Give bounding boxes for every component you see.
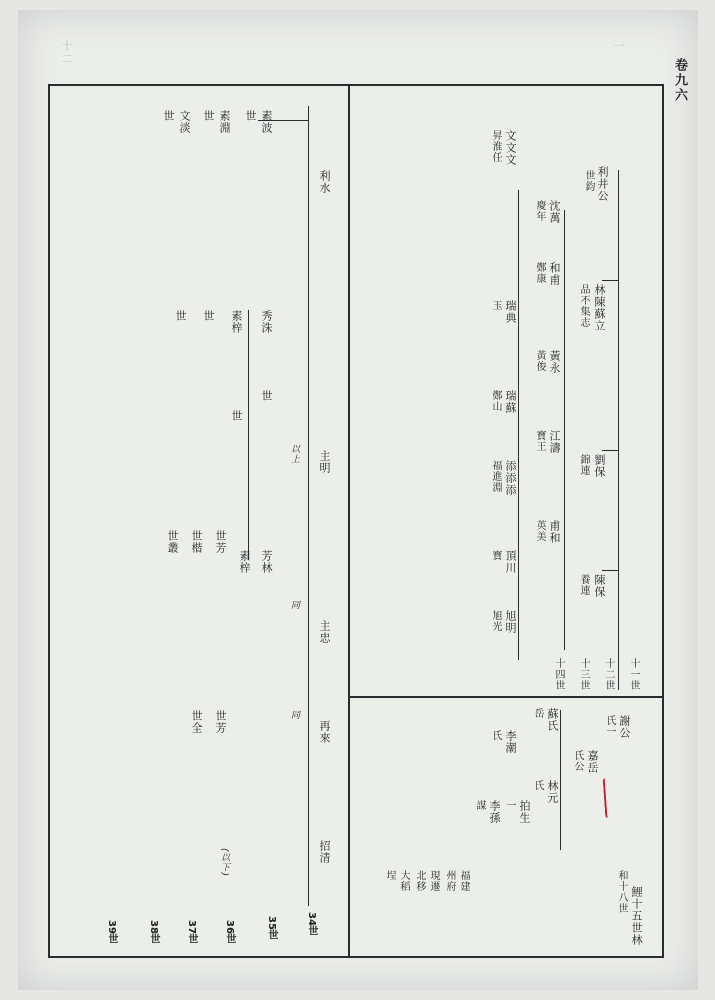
entry-name: 玉 [490,300,501,311]
vertical-divider [348,84,350,958]
annotation-text: 鯉十五世林 [630,886,643,946]
genealogy-frame [48,84,664,958]
entry-name: 世全 [190,710,203,734]
branch-label: 主忠 [318,620,331,644]
entry-name: 鄭康 [534,262,545,284]
entry-name: 養連 [578,574,589,596]
entry-name: 氏 [490,730,501,741]
entry-name: 世芳 [214,710,227,734]
entry-name: 素梓 [230,310,243,334]
entry-name: 寶王 [534,430,545,452]
entry-name: 世芳 [214,530,227,554]
entry-name: 旭光 [490,610,501,632]
entry-name: 氏 [532,780,543,791]
entry-name: 黃永 [548,350,561,374]
lineage-line [308,106,309,906]
entry-name: 添添添 [504,460,517,496]
generation-header: 十二世 [603,658,614,691]
entry-name: 素梓 [238,550,251,574]
entry-name: 慶年 [534,200,545,222]
generation-header: 十四世 [553,658,564,691]
entry-name: 世 [244,110,257,122]
lineage-line [564,210,565,650]
branch-label: 主明 [318,450,331,474]
annotation-text: 州府 [444,870,455,892]
ghost-text: 十二 [60,40,73,66]
entry-name: 世叢 [166,530,179,554]
entry-name: 甫和 [548,520,561,544]
handwritten-note: 同 [289,710,299,720]
annotation-text: 福建 [458,870,469,892]
entry-name: 嘉岳 [586,750,599,774]
entry-name: 文文文 [504,130,517,166]
entry-name: 世 [260,390,273,402]
generation-number: 34世 [306,912,317,936]
entry-name: 素淵 [218,110,231,134]
entry-name: 岳 [532,708,543,719]
generation-number: 35世 [266,916,277,940]
entry-name: 和甫 [548,262,561,286]
entry-name: 江濤 [548,430,561,454]
annotation-text: 大稻 [398,870,409,892]
generation-number: 36世 [224,920,235,944]
generation-header: 十一世 [628,658,639,691]
entry-name: 文淡 [178,110,191,134]
entry-name: 林元 [546,780,559,804]
annotation-text: 和十八世 [616,870,627,914]
entry-name: 劉保 [593,454,606,478]
entry-name: 品不集志 [578,284,589,328]
horizontal-divider [350,696,662,698]
entry-name: 秀洙 [260,310,273,334]
annotation-text: 埕 [384,870,395,881]
entry-name: 瑞蘇 [504,390,517,414]
annotation-text: 現遷 [428,870,439,892]
lineage-branch [602,280,618,281]
entry-name: 世鈞 [583,170,594,192]
generation-number: 38世 [148,920,159,944]
entry-name: 沈萬 [548,200,561,224]
entry-name: 李潮 [504,730,517,754]
generation-header: 十三世 [578,658,589,691]
lineage-line [248,310,249,560]
lineage-line [518,190,519,660]
entry-name: 李孫 [488,800,501,824]
handwritten-note: 同 [289,600,299,610]
entry-name: 林陳蘇立 [593,284,606,332]
entry-name: 謝公 [618,715,631,739]
entry-name: 世 [162,110,175,122]
entry-name: 利井公 [596,166,609,202]
entry-name: 芳林 [260,550,273,574]
entry-name: 氏一 [604,715,615,737]
entry-name: 鄭山 [490,390,501,412]
lineage-line [618,170,619,690]
entry-name: 世 [202,110,215,122]
branch-label: 利水 [318,170,331,194]
lineage-branch [602,450,618,451]
entry-name: 素波 [260,110,273,134]
entry-name: 錦連 [578,454,589,476]
page-number: 卷九六 [672,58,687,103]
entry-name: 世楷 [190,530,203,554]
lineage-line [560,710,561,850]
entry-name: 旭明 [504,610,517,634]
ghost-text: 一 [612,40,625,53]
generation-number: 39世 [106,920,117,944]
entry-name: 昇淮任 [490,130,501,163]
entry-name: 瑞典 [504,300,517,324]
entry-name: 陳保 [593,574,606,598]
annotation-text: 北移 [414,870,425,892]
entry-name: 世 [174,310,187,322]
entry-name: 拍生 [518,800,531,824]
entry-name: 蘇氏 [546,708,559,732]
entry-name: 黃俊 [534,350,545,372]
generation-number: 37世 [186,920,197,944]
entry-name: 英美 [534,520,545,542]
handwritten-note: (以下) [219,848,229,878]
entry-name: 頂川 [504,550,517,574]
entry-name: 氏公 [572,750,583,772]
lineage-branch [602,570,618,571]
handwritten-note: 以上 [289,444,299,464]
entry-name: 福進淵 [490,460,501,493]
branch-label: 招清 [318,840,331,864]
branch-label: 再來 [318,720,331,744]
entry-name: 世 [202,310,215,322]
entry-name: 寶 [490,550,501,561]
document-page [18,10,698,990]
entry-name: 一 [504,800,515,811]
entry-name: 世 [230,410,243,422]
entry-name: 謀 [474,800,485,811]
